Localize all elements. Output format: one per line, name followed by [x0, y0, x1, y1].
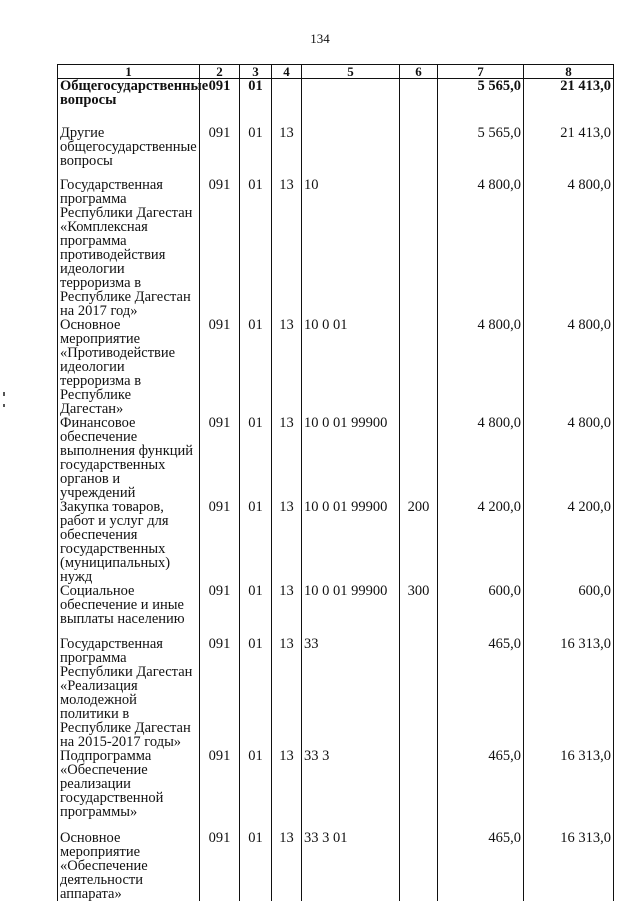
row-admin-code: 091	[200, 500, 240, 584]
row-section: 01	[240, 637, 272, 749]
row-name: Основное мероприятие «Противодействие идеологии терроризма в Республике Дагестан»	[58, 318, 200, 416]
row-expense-type	[400, 79, 438, 127]
row-expense-type: 200	[400, 500, 438, 584]
table-row	[58, 178, 614, 318]
row-amount-total: 600,0	[524, 584, 614, 637]
row-subsection	[272, 79, 302, 127]
row-name: Другие общегосударственные вопросы	[58, 126, 200, 178]
row-target-article: 33 3	[302, 749, 400, 831]
table-row	[58, 500, 614, 584]
row-admin-code: 091	[200, 318, 240, 416]
row-target-article: 33	[302, 637, 400, 749]
row-target-article: 10	[302, 178, 400, 318]
row-name: Основное мероприятие «Обеспечение деятельности аппарата»	[58, 831, 200, 901]
table-row	[58, 126, 614, 178]
row-expense-type	[400, 416, 438, 500]
row-target-article: 10 0 01 99900	[302, 416, 400, 500]
row-target-article: 10 0 01	[302, 318, 400, 416]
row-name: Государственная программа Республики Дагестан «Реализация молодежной политики в Республике Дагестан на 2015-2017 годы»	[58, 637, 200, 749]
row-name: Общегосударственные вопросы	[58, 79, 200, 127]
row-section: 01	[240, 831, 272, 901]
column-header-7: 7	[438, 65, 524, 79]
row-expense-type	[400, 749, 438, 831]
row-amount-total: 4 200,0	[524, 500, 614, 584]
row-subsection: 13	[272, 318, 302, 416]
column-header-4: 4	[272, 65, 302, 79]
row-amount-total: 4 800,0	[524, 318, 614, 416]
row-expense-type: 300	[400, 584, 438, 637]
budget-table	[57, 64, 614, 901]
table-row	[58, 79, 614, 127]
row-target-article: 10 0 01 99900	[302, 500, 400, 584]
row-subsection: 13	[272, 637, 302, 749]
row-name: Подпрограмма «Обеспечение реализации государственной программы»	[58, 749, 200, 831]
row-expense-type	[400, 126, 438, 178]
header-row	[58, 65, 614, 79]
row-amount-total: 21 413,0	[524, 126, 614, 178]
row-amount-2017: 4 200,0	[438, 500, 524, 584]
column-header-5: 5	[302, 65, 400, 79]
table-row	[58, 416, 614, 500]
scan-edge-mark	[3, 392, 5, 396]
row-amount-total: 4 800,0	[524, 416, 614, 500]
row-name: Государственная программа Республики Дагестан «Комплексная программа противодействия идеологии терроризма в Республике Дагестан на 2017 год»	[58, 178, 200, 318]
row-amount-2017: 4 800,0	[438, 416, 524, 500]
column-header-3: 3	[240, 65, 272, 79]
row-subsection: 13	[272, 749, 302, 831]
row-section: 01	[240, 318, 272, 416]
row-subsection: 13	[272, 126, 302, 178]
row-section: 01	[240, 584, 272, 637]
row-subsection: 13	[272, 831, 302, 901]
row-admin-code: 091	[200, 178, 240, 318]
row-admin-code: 091	[200, 416, 240, 500]
row-admin-code: 091	[200, 79, 240, 127]
row-target-article	[302, 79, 400, 127]
row-admin-code: 091	[200, 126, 240, 178]
row-amount-total: 21 413,0	[524, 79, 614, 127]
scan-edge-mark	[3, 404, 5, 407]
row-name: Закупка товаров, работ и услуг для обеспечения государственных (муниципальных) нужд	[58, 500, 200, 584]
row-amount-2017: 4 800,0	[438, 178, 524, 318]
row-target-article: 33 3 01	[302, 831, 400, 901]
row-amount-total: 16 313,0	[524, 831, 614, 901]
row-admin-code: 091	[200, 831, 240, 901]
row-amount-total: 16 313,0	[524, 637, 614, 749]
row-amount-2017: 465,0	[438, 749, 524, 831]
column-header-8: 8	[524, 65, 614, 79]
row-expense-type	[400, 178, 438, 318]
row-admin-code: 091	[200, 584, 240, 637]
row-subsection: 13	[272, 416, 302, 500]
row-amount-2017: 5 565,0	[438, 79, 524, 127]
row-amount-2017: 465,0	[438, 637, 524, 749]
row-subsection: 13	[272, 500, 302, 584]
row-section: 01	[240, 416, 272, 500]
row-admin-code: 091	[200, 749, 240, 831]
row-section: 01	[240, 79, 272, 127]
page-number: 134	[310, 31, 330, 46]
row-target-article: 10 0 01 99900	[302, 584, 400, 637]
row-expense-type	[400, 831, 438, 901]
row-name: Финансовое обеспечение выполнения функций государственных органов и учреждений	[58, 416, 200, 500]
row-amount-2017: 600,0	[438, 584, 524, 637]
row-expense-type	[400, 637, 438, 749]
column-header-2: 2	[200, 65, 240, 79]
table-body	[58, 79, 614, 902]
row-amount-2017: 465,0	[438, 831, 524, 901]
row-section: 01	[240, 749, 272, 831]
row-section: 01	[240, 500, 272, 584]
row-target-article	[302, 126, 400, 178]
row-admin-code: 091	[200, 637, 240, 749]
row-name: Социальное обеспечение и иные выплаты населению	[58, 584, 200, 637]
row-subsection: 13	[272, 584, 302, 637]
table-row	[58, 831, 614, 901]
row-section: 01	[240, 178, 272, 318]
table-row	[58, 584, 614, 637]
table-row	[58, 749, 614, 831]
column-header-1: 1	[58, 65, 200, 79]
row-expense-type	[400, 318, 438, 416]
row-amount-2017: 4 800,0	[438, 318, 524, 416]
row-subsection: 13	[272, 178, 302, 318]
table-row	[58, 318, 614, 416]
row-amount-total: 16 313,0	[524, 749, 614, 831]
row-amount-2017: 5 565,0	[438, 126, 524, 178]
row-section: 01	[240, 126, 272, 178]
column-header-6: 6	[400, 65, 438, 79]
row-amount-total: 4 800,0	[524, 178, 614, 318]
table-row	[58, 637, 614, 749]
